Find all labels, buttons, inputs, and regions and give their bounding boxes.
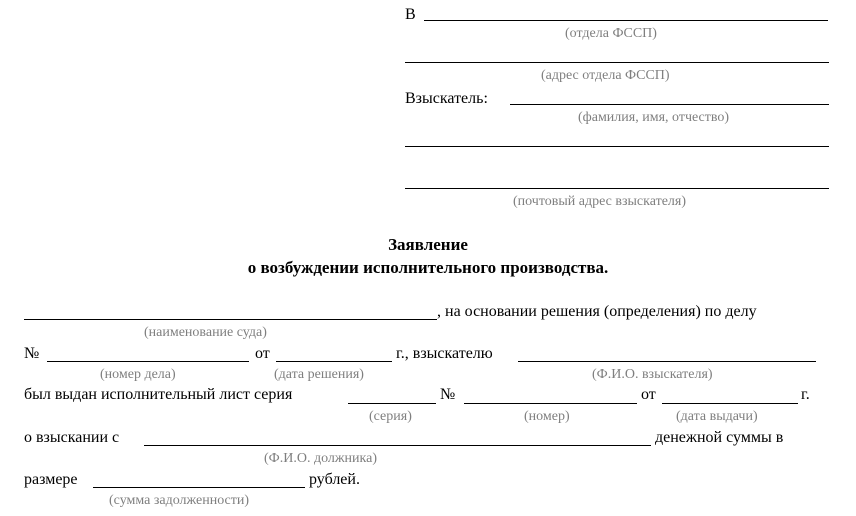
claimant-label: Взыскатель: bbox=[405, 90, 488, 107]
fssp-address-field[interactable] bbox=[405, 62, 829, 63]
fssp-department-field[interactable] bbox=[424, 20, 828, 21]
writ-number-sign: № bbox=[440, 386, 456, 403]
row4-end: денежной суммы в bbox=[655, 429, 784, 446]
number-caption: (номер) bbox=[524, 409, 570, 424]
claimant-address-field-1[interactable] bbox=[405, 146, 829, 147]
writ-series-field[interactable] bbox=[348, 403, 436, 404]
series-caption: (серия) bbox=[369, 409, 412, 424]
fssp-department-caption: (отдела ФССП) bbox=[565, 26, 657, 41]
from-word-2: от bbox=[641, 386, 656, 403]
row5-end: рублей. bbox=[309, 471, 360, 488]
issue-date-caption: (дата выдачи) bbox=[676, 409, 758, 424]
case-number-caption: (номер дела) bbox=[100, 367, 176, 382]
court-name-field[interactable] bbox=[24, 319, 437, 320]
debtor-fio-caption: (Ф.И.О. должника) bbox=[264, 451, 377, 466]
row4-start: о взыскании с bbox=[24, 429, 120, 446]
court-name-caption: (наименование суда) bbox=[144, 325, 267, 340]
debt-amount-field[interactable] bbox=[93, 487, 305, 488]
row1-text: , на основании решения (определения) по делу bbox=[437, 303, 757, 320]
claimant-address-caption: (почтовый адрес взыскателя) bbox=[513, 194, 687, 209]
issue-date-field[interactable] bbox=[662, 403, 798, 404]
debtor-fio-field[interactable] bbox=[144, 445, 651, 446]
claimant-fio-field[interactable] bbox=[518, 361, 816, 362]
claimant-fio-caption: (Ф.И.О. взыскателя) bbox=[592, 367, 713, 382]
document-subtitle: о возбуждении исполнительного производства. bbox=[247, 258, 609, 277]
case-number-sign: № bbox=[24, 345, 40, 362]
decision-date-field[interactable] bbox=[276, 361, 392, 362]
writ-number-field[interactable] bbox=[464, 403, 637, 404]
debt-amount-caption: (сумма задолженности) bbox=[109, 493, 250, 508]
to-label: В bbox=[405, 6, 416, 23]
from-word: от bbox=[255, 345, 270, 362]
claimant-address-field-2[interactable] bbox=[405, 188, 829, 189]
row3-text: был выдан исполнительный лист серия bbox=[24, 386, 293, 403]
case-number-field[interactable] bbox=[47, 361, 249, 362]
row5-start: размере bbox=[24, 471, 78, 488]
document-title: Заявление bbox=[388, 235, 468, 254]
claimant-name-field[interactable] bbox=[510, 104, 829, 105]
claimant-name-caption: (фамилия, имя, отчество) bbox=[578, 110, 730, 125]
year-abbr: г. bbox=[801, 386, 810, 403]
decision-date-caption: (дата решения) bbox=[274, 367, 364, 382]
fssp-address-caption: (адрес отдела ФССП) bbox=[541, 68, 670, 83]
row2-text: г., взыскателю bbox=[396, 345, 493, 362]
